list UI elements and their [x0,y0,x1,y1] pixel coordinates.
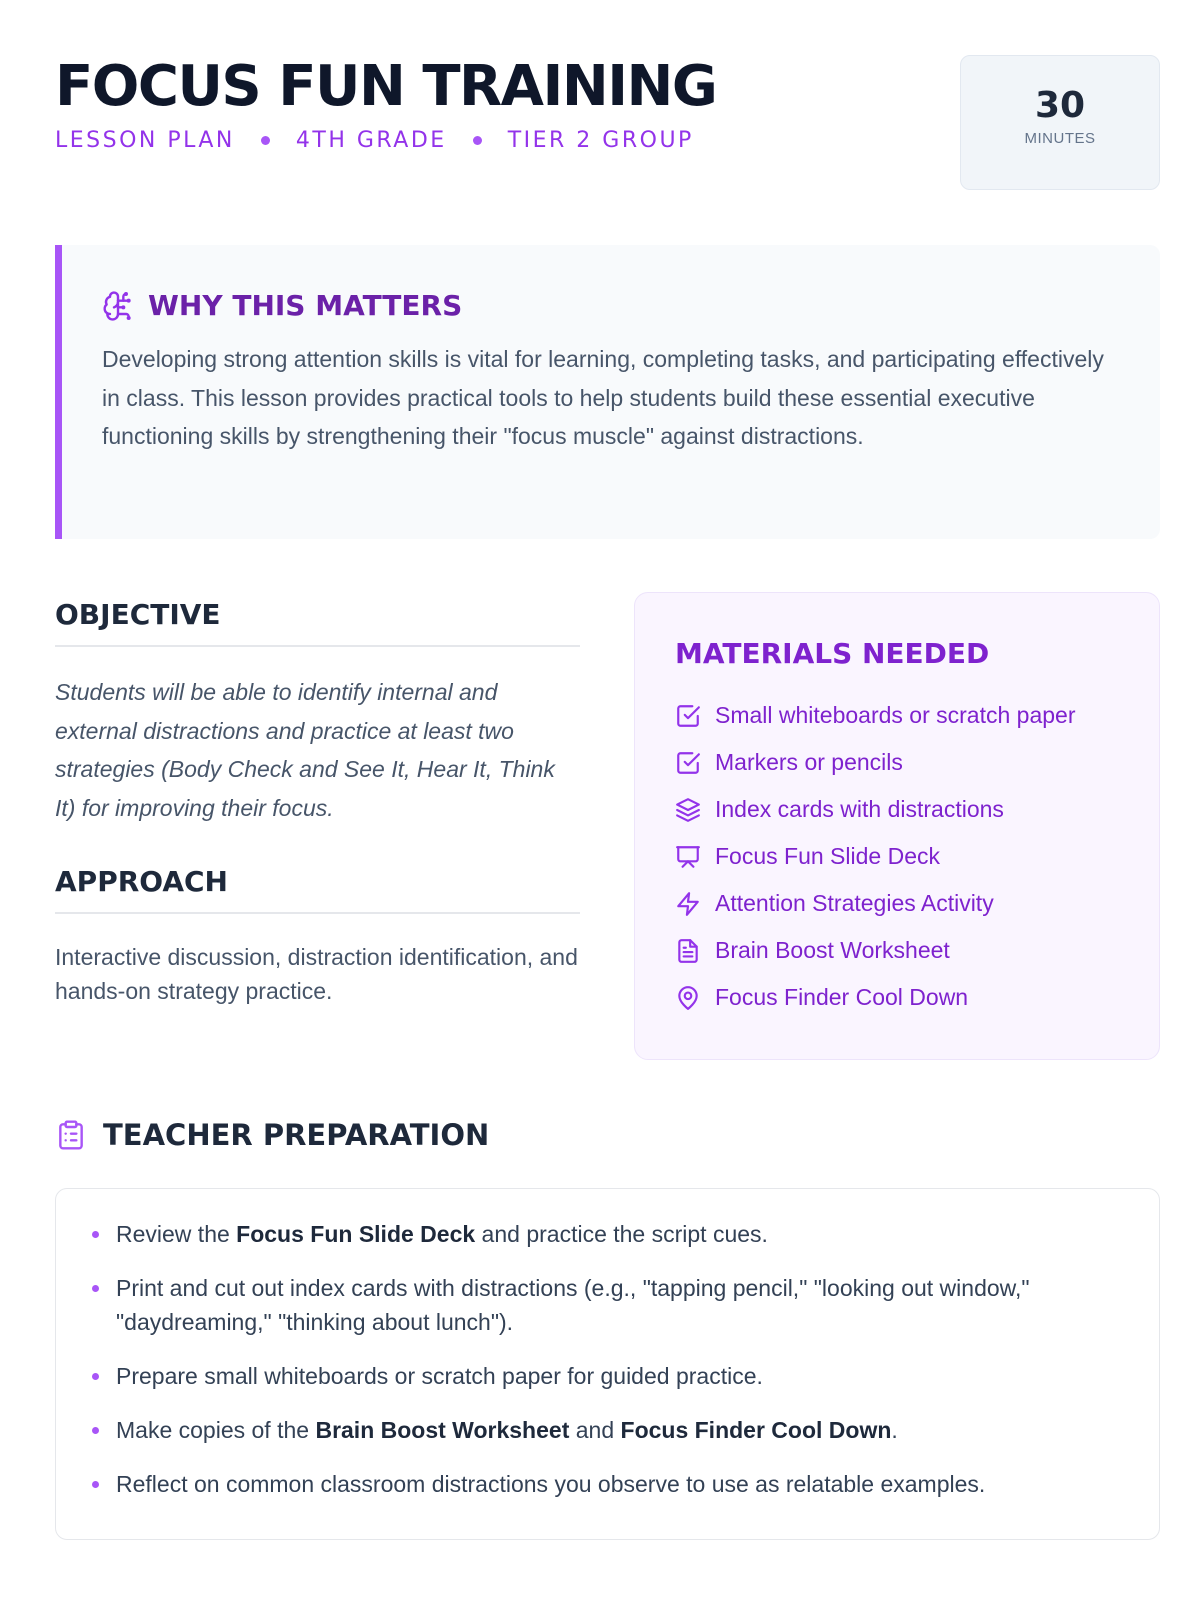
prep-text: Reflect on common classroom distractions you observe to use as relatable examples. [116,1471,986,1497]
material-label: Markers or pencils [715,749,903,775]
material-item [675,739,1119,786]
checkbox-icon [675,703,701,729]
prep-text: . [891,1417,898,1443]
material-item [675,927,1119,974]
teacher-prep-heading: TEACHER PREPARATION [103,1118,490,1152]
prep-item [92,1413,1123,1447]
prep-item [92,1359,1123,1393]
approach-heading: APPROACH [55,865,580,914]
materials-card [634,592,1160,1060]
teacher-prep-list [92,1217,1123,1501]
prep-item [92,1217,1123,1251]
brain-icon [102,290,134,322]
prep-bold-text: Focus Finder Cool Down [620,1417,892,1443]
material-item [675,880,1119,927]
document-icon [675,938,701,964]
material-label: Small whiteboards or scratch paper [715,702,1076,728]
material-label: Focus Finder Cool Down [715,984,969,1010]
duration-value: 30 [1034,85,1086,126]
separator-dot [261,136,270,145]
material-label: Brain Boost Worksheet [715,937,950,963]
lesson-header [55,52,1160,192]
teacher-prep-heading-row [55,1118,489,1152]
material-item [675,833,1119,880]
layers-icon [675,797,701,823]
duration-unit: MINUTES [1024,130,1096,147]
checkbox-icon [675,750,701,776]
material-item [675,692,1119,739]
prep-text: and practice the script cues. [475,1221,768,1247]
prep-item [92,1271,1123,1339]
material-label: Index cards with distractions [715,796,1004,822]
prep-text: Print and cut out index cards with distractions (e.g., "tapping pencil," "looking out window," "daydreaming," "thinking about lunch"). [116,1275,1030,1335]
prep-bold-text: Focus Fun Slide Deck [236,1221,476,1247]
teacher-prep-card [55,1188,1160,1540]
material-label: Attention Strategies Activity [715,890,994,916]
clipboard-icon [55,1119,87,1151]
approach-text: Interactive discussion, distraction identification, and hands-on strategy practice. [55,944,578,1004]
meta-group: TIER 2 GROUP [507,128,694,153]
duration-badge [960,55,1160,190]
prep-text: Make copies of the [116,1417,316,1443]
prep-text: and [569,1417,621,1443]
map-pin-icon [675,985,701,1011]
page-title: FOCUS FUN TRAINING [55,54,717,119]
separator-dot [473,136,482,145]
materials-list [675,692,1119,1021]
prep-text: Review the [116,1221,237,1247]
prep-item [92,1467,1123,1501]
lightning-icon [675,891,701,917]
objective-approach-column [55,598,580,1008]
why-heading: WHY THIS MATTERS [148,289,463,322]
prep-text: Prepare small whiteboards or scratch paper for guided practice. [116,1363,763,1389]
materials-heading: MATERIALS NEEDED [675,637,990,670]
material-item [675,974,1119,1021]
material-item [675,786,1119,833]
meta-lesson-plan: LESSON PLAN [55,128,235,153]
why-heading-row [102,289,1120,322]
presentation-icon [675,844,701,870]
material-label: Focus Fun Slide Deck [715,843,940,869]
why-text: Developing strong attention skills is vital for learning, completing tasks, and participating effectively in class. This lesson provides practical tools to help students build these essential executive functioning skills by strengthening their "focus muscle" against distractions. [102,346,1104,449]
objective-heading: OBJECTIVE [55,598,580,647]
objective-text: Students will be able to identify internal and external distractions and practice at least two strategies (Body Check and See It, Hear It, Think It) for improving their focus. [55,679,555,821]
prep-bold-text: Brain Boost Worksheet [315,1417,570,1443]
why-this-matters-callout [55,245,1160,539]
meta-grade: 4TH GRADE [295,128,447,153]
